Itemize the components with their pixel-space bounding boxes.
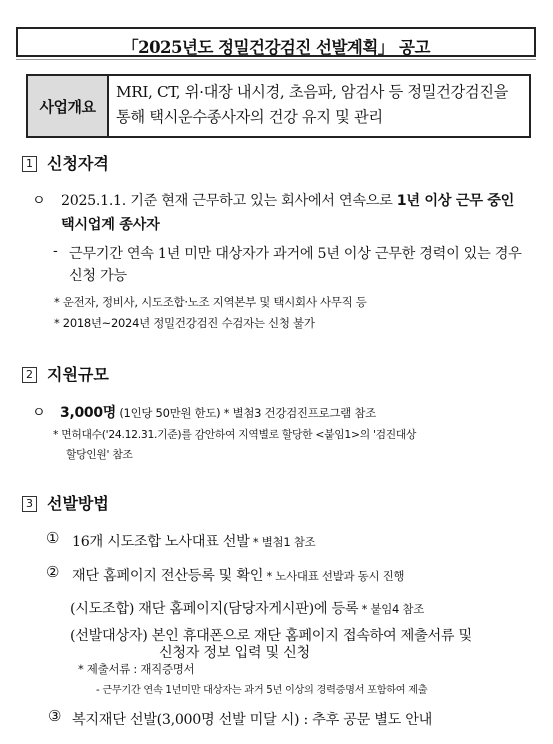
step-1-marker: ①	[46, 529, 60, 547]
sub-2-label: (선발대상자)	[70, 628, 148, 644]
step-3-text: 복지재단 선발(3,000명 선발 미달 시) : 추후 공문 별도 안내	[72, 712, 433, 728]
step-2-marker: ②	[46, 563, 60, 581]
sub-2-text: 본인 휴대폰으로 재단 홈페이지 접속하여 제출서류 및	[147, 628, 472, 644]
section-2-number: 2	[22, 367, 37, 383]
section-3-header	[22, 491, 109, 514]
sub-1-line	[70, 598, 424, 618]
title-box	[16, 27, 536, 57]
section-2-note-line1: * 면허대수('24.12.31.기준)를 감안하여 지역별로 할당한 <붙임1>의 '검진대상	[53, 428, 417, 441]
section-2-title: 지원규모	[47, 365, 109, 384]
step-1-text: 16개 시도조합 노사대표 선발	[72, 534, 250, 550]
section-1-note-1: * 운전자, 정비사, 시도조합·노조 지역본부 및 택시회사 사무직 등	[54, 295, 367, 309]
sub-1-note: * 붙임4 참조	[358, 602, 425, 616]
section-3-title: 선발방법	[47, 494, 109, 513]
section-3-number: 3	[22, 496, 37, 512]
overview-text: MRI, CT, 위·대장 내시경, 초음파, 암검사 등 정밀건강검진을 통해 택시운수종사자의 건강 유지 및 관리	[116, 83, 508, 126]
step-2-line	[72, 565, 404, 585]
section-1-bullet-line2: 택시업계 종사자	[61, 217, 160, 233]
section-1-bullet-text: 2025.1.1. 기준 현재 근무하고 있는 회사에서 연속으로	[61, 193, 397, 209]
section-1-bullet-line1	[61, 190, 514, 210]
section-1-header	[22, 151, 109, 174]
section-1-number: 1	[22, 156, 37, 172]
section-1-bullet-marker: ㅇ	[32, 193, 46, 209]
section-2-header	[22, 362, 109, 385]
overview-box	[26, 74, 531, 138]
sub-1-label: (시도조합)	[70, 601, 135, 617]
section-1-bullet-emphasis: 1년 이상 근무 중인	[396, 193, 515, 209]
sub-1-text: 재단 홈페이지(담당자게시판)에 등록	[134, 601, 359, 617]
section-1-title: 신청자격	[47, 154, 109, 173]
section-2-quota: 3,000명	[60, 405, 117, 421]
title-underline	[16, 59, 536, 60]
docs-label: * 제출서류 : 재직증명서	[78, 662, 195, 676]
step-1-note: * 별첨1 참조	[249, 535, 316, 549]
step-3-marker: ③	[48, 707, 62, 725]
section-1-dash-marker: -	[53, 243, 58, 259]
section-2-bullet-marker: ㅇ	[32, 405, 46, 421]
section-1-dash-line1: 근무기간 연속 1년 미만 대상자가 과거에 5년 이상 근무한 경력이 있는 경우	[69, 246, 522, 262]
page-title: 「2025년도 정밀건강검진 선발계획」 공고	[122, 38, 430, 57]
section-2-note-line2: 할당인원' 참조	[66, 448, 133, 461]
overview-label: 사업개요	[28, 76, 109, 136]
docs-sub-note: - 근무기간 연속 1년미만 대상자는 과거 5년 이상의 경력증명서 포함하여 제출	[96, 685, 428, 696]
section-2-bullet-line	[60, 402, 376, 422]
section-1-note-2: * 2018년~2024년 정밀건강검진 수검자는 신청 불가	[54, 316, 315, 330]
step-1-line	[72, 531, 315, 551]
sub-2-line2: 신청자 정보 입력 및 신청	[159, 645, 310, 661]
section-1-dash-line2: 신청 가능	[69, 268, 127, 284]
step-2-text: 재단 홈페이지 전산등록 및 확인	[72, 568, 264, 584]
step-2-note: * 노사대표 선발과 동시 진행	[263, 569, 405, 583]
section-2-quota-detail: (1인당 50만원 한도) * 별첨3 건강검진프로그램 참조	[116, 406, 376, 420]
